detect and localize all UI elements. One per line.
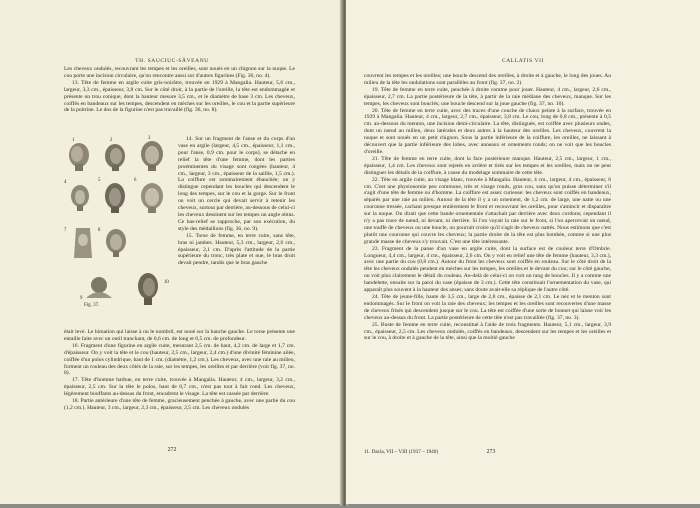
paragraph: 20. Tête de femme en terre cuite, avec des traces d'une couche de chaux peinte à la surface, trouvée en 1929 à Mangalia. Hauteur, 4 cm., largeur, 2,7 cm., épaisseur, 3,8 cm. Le cou, long de 0,8 cm., présente à 0,5 cm. au-dessous du menton, une incision demi-circulaire. La tête, distinguée, est coiffée avec plusieurs ondes, dont un nœud au milieu, deux latérales et deux autres à la hauteur des oreilles. Les cheveux, couvrent la nuque et sont noués en un petit chignon. Sous la partie inférieure de la coiffure, les oreilles, ne laissant à découvert que la partie inférieure des lobes, avec anneaux et ornements ronds; on ne voit que les boucles d'oreille. (364, 107, 611, 155)
figurine-image (72, 226, 94, 260)
paragraph: 23. Fragment de la panse d'un vase en argile cuite, dont la surface est de couleur terre d'Ombrie. Longueur, 4,4 cm., largeur, 4 cm., épaisseur, 2,6 cm. On y voit en relief une tête de femme (hauteur, 3,3 cm.), avec une partie du cou (0,8 cm.). Autour du front les cheveux sont coiffés en rouleau. Sur le côté droit de la tête les cheveux ondulés pendent en mèches sur les tempes, les oreilles et le devant du cou; sur le côté gauche, on voit plus clairement le détail du rouleau. Au-delà de celui-ci on voit un rang de boucles. Il y a comme une bandelette, ensuite sur la paroi du vase (épaisse de 3 cm.). Cette tête constituait l'ornementation du vase, qui apparaît plus souvent à la hauteur des anses; sans doute avait-elle sa réplique de l'autre côté. (364, 245, 611, 294)
paragraph: 19. Tête de femme en terre cuite, penchée à droite comme pour jouer. Hauteur, 4 cm., largeur, 2,6 cm., épaisseur, 2,7 cm. La partie postérieure de la tête, à partir de la raie médiane des cheveux, manque. Sur les tempes, les cheveux sont bouclés; une boucle descend sur la joue gauche (fig. 37, no. 10). (364, 86, 611, 107)
paragraph: 25. Buste de femme en terre cuite, reconstitué à l'aide de trois fragments. Hauteur, 5,1 cm., largeur, 3,9 cm., épaisseur, 2,5 cm. Les cheveux ondulés, coiffés en bandeaux, descendent sur les tempes et les oreilles et sur le cou, à droite et à gauche de la tête, ainsi que la moitié gauche (364, 321, 611, 342)
figure-number: 4 (64, 180, 67, 185)
left-bottom-text (64, 329, 295, 412)
left-top-text (64, 66, 295, 114)
journal-line: 11. Dacia, VII – VIII (1937 – 1940) (364, 449, 439, 455)
paragraph: Les cheveux ondulés, recouvrant les tempes et les oreilles, sont noués en un chignon sur la nuque. Le cou porte une incision circulaire, qu'on rencontre aussi sur d'autres figurines (Fig. 36, no. 4). (64, 66, 295, 79)
figurine-image (66, 142, 92, 172)
figurine-image (102, 142, 128, 172)
right-main-text (364, 73, 611, 342)
paragraph: 17. Tête d'homme barbue, en terre cuite, trouvée à Mangalia. Hauteur, 4 cm., largeur, 3,2 cm., épaisseur, 2,5 cm. Sur la tête le polos, haut de 0,7 cm., n'est pas tout à fait rond. Les cheveux, légèrement bouffants au-dessus du front, encadrent le visage. La tête est cassée par derrière. (64, 377, 295, 398)
figurine-image (138, 182, 166, 214)
right-page (346, 0, 700, 504)
figure-number: 1 (72, 138, 75, 143)
left-page-number: 272 (167, 447, 177, 453)
figure-number: 7 (64, 228, 67, 233)
figure-number: 3 (148, 136, 151, 141)
figure-number: 2 (110, 138, 113, 143)
paragraph: 22. Tête en argile cuite, au visage blanc, trouvée à Mangalia. Hauteur, 4 cm., largeur, 4 cm., épaisseur, 6 cm. C'est une physionomie peu commune, très et visage ronds, gros cou, sans qu'on puisse déterminer s'il s'agit d'une tête de femme ou d'homme. La coiffure est assez curieuse: les cheveux sont coiffés en bandeaux, séparés par une raie au milieu. Autour de la tête il y a un ornement, de 1,2 cm. de large, une natte ou une couronne tressée, cachant presque entièrement le front et recouvrant les oreilles, pour s'amincir et disparaître sur la nuque. On dirait que cette bande ornementale s'attachait par derrière avec deux cordons; cependant il n'y a pas trace de nœud, ni devant, ni derrière. Si l'on voyait la raie sur le front, si l'on apercevait un nœud, une touffe de cheveux ou une boucle, on pourrait croire qu'il s'agit de cheveux nattés. Nous estimons que c'est plutôt une couronne qui couvre les cheveux; la partie droite de la tête est plus bombée, comme si une plus grande masse de cheveux s'y trouvait. C'est une tête intéressante. (364, 176, 611, 245)
figure-plate (64, 136, 172, 322)
figurine-image (102, 182, 128, 214)
paragraph: 16. Fragment d'une figurine en argile cuite, mesurant 2,5 cm. de haut, 4,2 cm. de large et 1,7 cm. d'épaisseur. On y voit la tête et le cou (hauteur, 2,5 cm., largeur, 2,4 cm.) d'une divinité féminine ailée, coiffée d'un polos cylindrique, haut de 1 cm. (diamètre, 1,2 cm.). Les cheveux, avec une raie au milieu, forment un rouleau des deux côtés de la raie, sur les tempes, les oreilles et par derrière (voir fig. 37, no. 8). (64, 342, 295, 377)
paragraph: 21. Tête de femme en terre cuite, dont la face postérieure manque. Hauteur, 2,5 cm., largeur, 1 cm., épaisseur, 1,4 cm. Les cheveux sont rejetés en arrière et tirés sur les tempes et les oreilles, mais on ne peut distinguer les détails de la coiffure, à cause du modelage sommaire de cette tête. (364, 155, 611, 176)
paragraph: 24. Tête de jeune-fille, haute de 3,5 cm., large de 2,8 cm., épaisse de 2,1 cm. Le nez et le menton sont endommagés. Sur le front on voit la raie des cheveux; les tempes et les oreilles sont recouvertes d'une masse de cheveux frisés qui descendent jusque sur le cou. La tête est coiffée d'une sorte de bonnet qui laisse voir les cheveux au-dessus du front. La partie postérieure de cette tête n'est pas travaillée (fig. 37, no. 3). (364, 294, 611, 321)
left-running-head: TH. SAUCIUC-SĂVEANU (135, 58, 209, 64)
figurine-image (104, 228, 128, 258)
figure-number: 6 (134, 178, 137, 183)
left-page (0, 0, 345, 504)
left-column-text (178, 136, 295, 267)
paragraph: couvrent les tempes et les oreilles; une boucle descend des oreilles, à droite et à gauche, le long des joues. Au milieu de la tête les ondulations sont parallèles au front (fig. 37, no. 2). (364, 73, 611, 86)
right-running-head: CALLATIS VII (501, 58, 545, 64)
figure-number: 5 (98, 178, 101, 183)
paragraph: 18. Partie antérieure d'une tête de femme, gracieusement penchée à gauche, avec une partie du cou (1,2 cm.). Hauteur, 3 cm., largeur, 2,3 cm., épaisseur, 2,5 cm. Les cheveux ondulés (64, 398, 295, 411)
right-page-number: 273 (486, 449, 496, 455)
figure-number: 10 (164, 280, 169, 285)
paragraph: 13. Tête de femme en argile cuite gris-noirâtre, trouvée en 1929 à Mangalia. Hauteur, 5,6 cm., largeur, 3,3 cm., épaisseur, 3,8 cm. Sur le côté droit, à la partie de l'oreille, la tête est endommagée et présente un trou conique, dont la hauteur mesure 3,5 cm., et le diamètre de base 3 cm. Les cheveux, coiffés en bandeaux sur les tempes, descendent en mèches sur les oreilles, le cou et la partie supérieure de la poitrine. Le dos de la figurine n'est pas travaillé (fig. 36, no. 8). (64, 79, 295, 114)
figure-caption: Fig. 37. (84, 303, 100, 308)
figurine-image (68, 184, 92, 212)
figure-number: 8 (98, 228, 101, 233)
figurine-image (84, 276, 114, 300)
paragraph: 15. Torse de femme, en terre cuite, sans tête, bras ni jambes. Hauteur, 5,3 cm., largeur, 2,6 cm., épaisseur, 2,1 cm. D'après l'attitude de la partie supérieure du tronc, très plate et nue, le bras droit devait pendre, tandis que le bras gauche (178, 232, 295, 267)
figurine-image (138, 140, 166, 172)
paragraph: était levé. Le himation qui laisse à nu le nombril, est noué sur la hanche gauche. Le torse présente une entaille faite avec un outil tranchant, de 0,6 cm. de long et 0,5 cm. de profondeur. (64, 329, 295, 342)
figurine-image (134, 272, 162, 306)
paragraph: 14. Sur un fragment de l'anse et du corps d'un vase en argile (largeur, 4,5 cm., épaisseur, 1,1 cm., pour l'anse, 0,9 cm. pour le corps), se détache en relief la tête d'une femme, dont les parties proéminentes du visage sont rongées (hauteur, 4 cm., largeur, 3 cm., épaisseur de la saillie, 1,5 cm.). La coiffure est sommairement ébauchée; on y distingue cependant les boucles qui descendent le long des tempes, sur le cou et la gorge. Sur le front on voit un cercle qui devait servir à retenir les cheveux, surtout par derrière, au-dessous de celui-ci les cheveux dessinent sur les tempes un angle obtus. Ce bas-relief se rapproche, par son exécution, du style des médaillons (fig. 36, no. 9). (178, 136, 295, 232)
figure-number: 9 (80, 296, 83, 301)
